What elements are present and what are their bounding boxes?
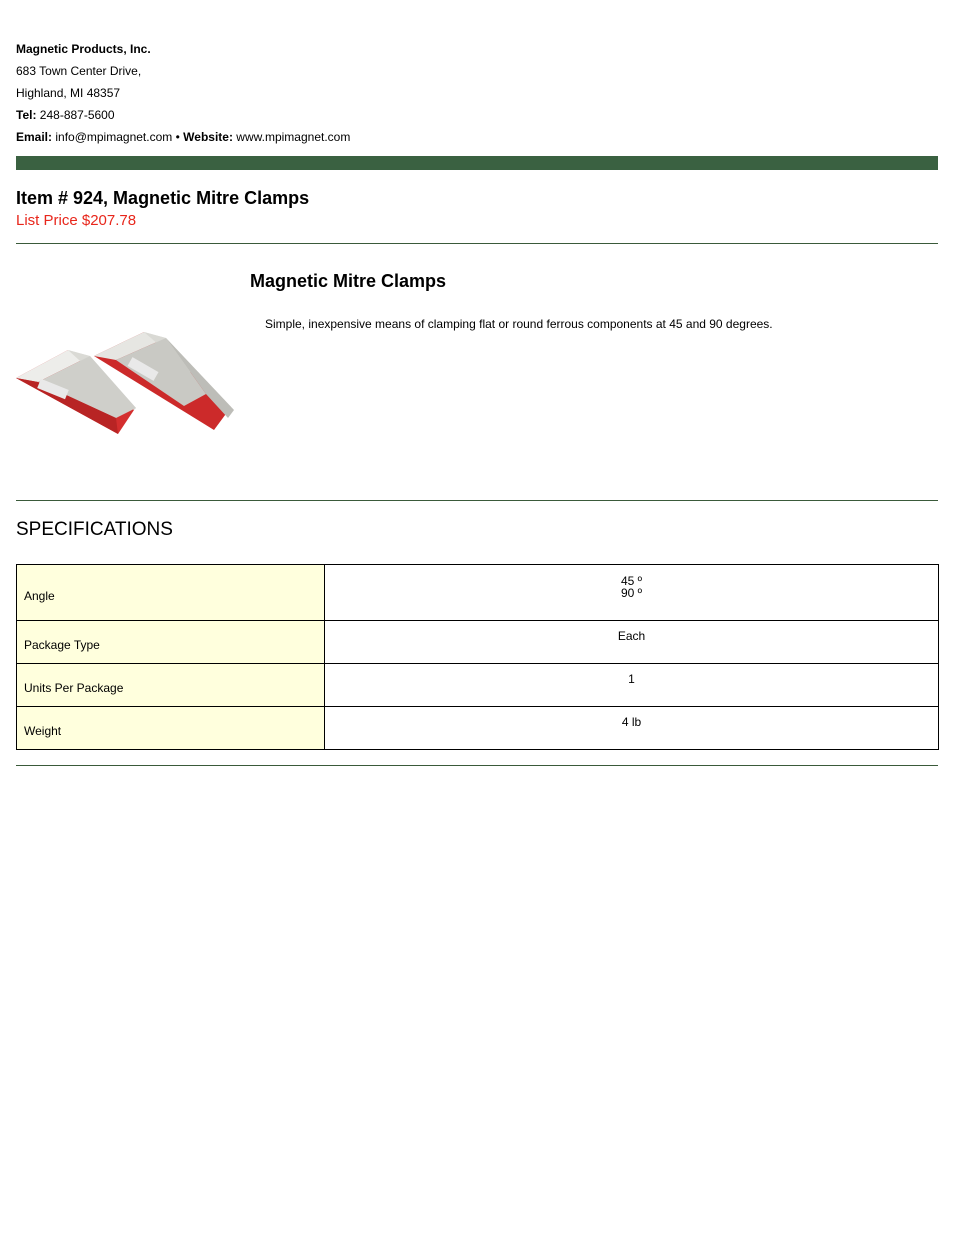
spec-label: Weight bbox=[17, 707, 325, 750]
separator: • bbox=[175, 130, 180, 144]
website-link[interactable]: www.mpimagnet.com bbox=[236, 130, 351, 144]
item-title: Item # 924, Magnetic Mitre Clamps bbox=[16, 188, 310, 208]
spec-value: 45 º 90 º bbox=[325, 565, 939, 621]
spec-label: Angle bbox=[17, 565, 325, 621]
product-name: Magnetic Mitre Clamps bbox=[250, 271, 447, 291]
product-image bbox=[16, 322, 236, 442]
address-line-2: Highland, MI 48357 bbox=[16, 86, 121, 100]
company-name: Magnetic Products, Inc. bbox=[16, 42, 151, 56]
spec-value: Each bbox=[325, 621, 939, 664]
email-link[interactable]: info@mpimagnet.com bbox=[55, 130, 173, 144]
address-line-1: 683 Town Center Drive, bbox=[16, 64, 142, 78]
spec-value: 1 bbox=[325, 664, 939, 707]
table-row bbox=[17, 621, 939, 664]
email-label: Email: bbox=[16, 130, 53, 144]
divider bbox=[16, 765, 938, 766]
spec-label: Package Type bbox=[17, 621, 325, 664]
product-description: Simple, inexpensive means of clamping flat or round ferrous components at 45 and 90 degrees. bbox=[265, 317, 773, 331]
spec-label: Units Per Package bbox=[17, 664, 325, 707]
table-row bbox=[17, 565, 939, 621]
website-label: Website: bbox=[183, 130, 233, 144]
telephone bbox=[16, 104, 350, 126]
company-info bbox=[16, 38, 350, 148]
list-price: List Price $207.78 bbox=[16, 212, 137, 229]
table-row bbox=[17, 664, 939, 707]
divider bbox=[16, 243, 938, 244]
spec-value: 4 lb bbox=[325, 707, 939, 750]
header-accent-bar bbox=[16, 156, 938, 170]
table-row bbox=[17, 707, 939, 750]
specifications-table bbox=[16, 564, 939, 750]
contact-line bbox=[16, 126, 350, 148]
divider bbox=[16, 500, 938, 501]
tel-label: Tel: bbox=[16, 108, 37, 122]
specifications-heading: SPECIFICATIONS bbox=[16, 519, 173, 540]
tel-number: 248-887-5600 bbox=[39, 108, 115, 122]
